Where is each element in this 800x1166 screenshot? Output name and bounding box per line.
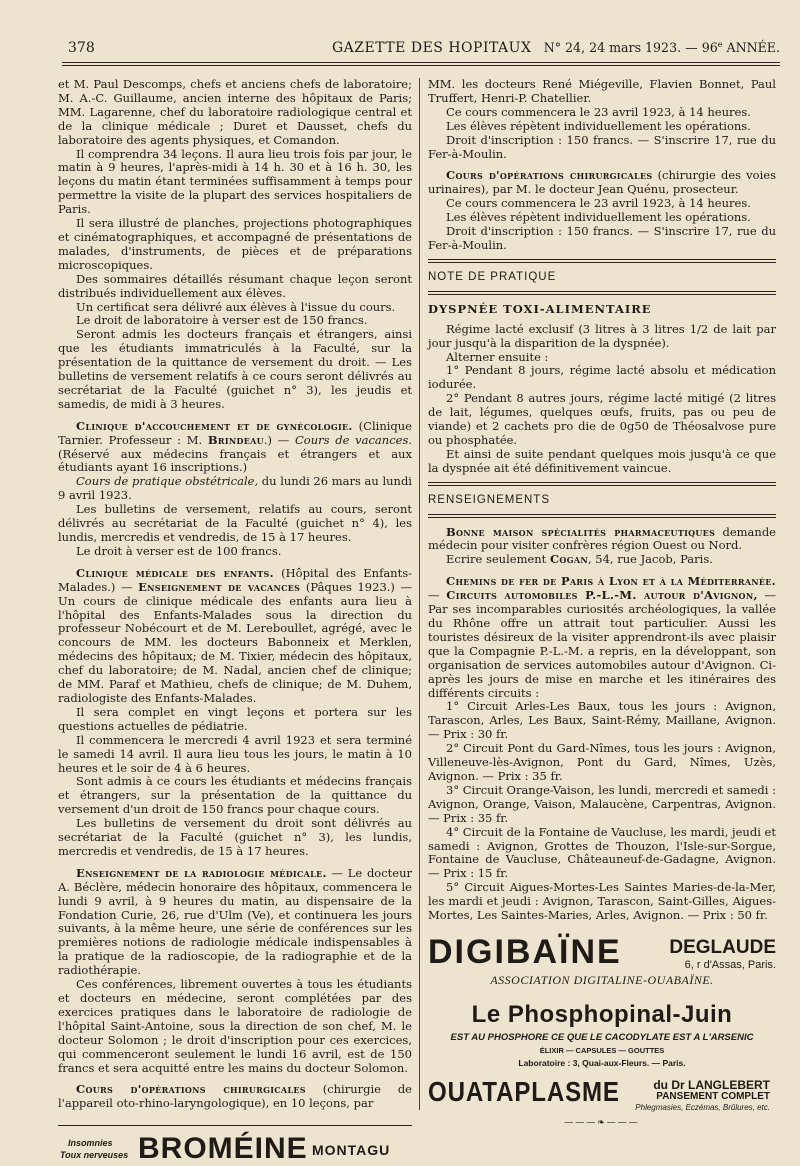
paragraph: Droit d'inscription : 150 francs. — S'inscrire 17, rue du Fer-à-Moulin. xyxy=(428,132,776,161)
paragraph: Régime lacté exclusif (3 litres à 3 litres 1/2 de lait par jour jusqu'à la disparition de la dyspnée). xyxy=(428,321,776,350)
paragraph xyxy=(58,475,412,503)
text-run: Circuits automobiles P.-L.-M. autour d'Avignon, xyxy=(446,588,758,603)
circuit-item: 4° Circuit de la Fontaine de Vaucluse, les mardi, jeudi et samedi : Avignon, Grottes de Thouzon, l'Isle-sur-Sorgue, Fontaine de Vaucluse, Châteauneuf-de-Gadagne, Avignon. — Prix : 15 fr. xyxy=(428,824,776,881)
page-header xyxy=(62,36,780,70)
text-run: — Par ses incomparables curiosités archéologiques, la vallée du Rhône offre un attrait tout particulier. Aussi les touristes désireux de la visiter apprendront-ils avec plaisir que la Compagnie P.-L.-M. a repris, en la développant, son organisation de services automobiles autour d'Avignon. Ci-après les jours de mise en marche et les itinéraires des différents circuits : xyxy=(428,588,777,700)
text-run: (Réservé aux médecins français et étrangers et aux étudiants ayant 16 inscriptions.) xyxy=(58,446,412,475)
digibaine-association: ASSOCIATION DIGITALINE-OUABAÏNE. xyxy=(490,972,714,987)
digibaine-maker: DEGLAUDE xyxy=(669,936,776,958)
column-divider xyxy=(419,78,420,1110)
paragraph: Les bulletins de versement du droit sont délivrés au secrétariat de la Faculté (guichet n° 3), les lundis, mercredis et vendredis, de 15 à 17 heures. xyxy=(58,816,412,858)
text-run: du lundi 26 mars au lundi 9 avril 1923. xyxy=(58,474,412,503)
section-heading: Clinique médicale des enfants. xyxy=(76,565,274,580)
digibaine-address: 6, r d'Assas, Paris. xyxy=(684,958,776,971)
paragraph: 2° Pendant 8 autres jours, régime lacté mitigé (2 litres de lait, légumes, quelques œufs, fruits, pas ou peu de viande) et 2 cachets pro die de 0g50 de Théosalvose pure ou phosphatée. xyxy=(428,391,776,447)
issue-line xyxy=(544,40,780,55)
notice-pharma xyxy=(428,526,776,554)
section-rule xyxy=(428,482,776,486)
right-column xyxy=(428,78,776,1133)
issue-text: N° 24, 24 mars 1923. — 96 xyxy=(543,40,718,56)
advert-ouataplasme xyxy=(428,1076,776,1116)
left-column xyxy=(58,77,413,1166)
notice-plm xyxy=(428,575,776,700)
text-run: (chirurgie de l'appareil oto-rhino-laryngologique), en 10 leçons, par xyxy=(58,1082,412,1111)
section-rule xyxy=(428,259,776,263)
phosphopinal-brand: Le Phosphopinal-Juin xyxy=(471,1000,733,1028)
paragraph: Alterner ensuite : xyxy=(446,349,549,364)
paragraph: Sont admis à ce cours les étudiants et médecins français et étrangers, sur la présentation de la quittance du versement d'un droit de 150 francs pour chaque cours. xyxy=(58,774,412,817)
circuit-item: 5° Circuit Aigues-Mortes-Les Saintes Maries-de-la-Mer, les mardi et jeudi : Avignon, Tarascon, Saint-Gilles, Aigues-Mortes, Les Saintes-Maries, Arles, Avignon. — Prix : 50 fr. xyxy=(428,880,776,923)
header-rule-bottom xyxy=(62,65,780,66)
section-operations-urinaires xyxy=(428,169,776,197)
section-accouchement xyxy=(58,420,412,476)
text-run: Ecrire seulement xyxy=(446,552,550,567)
section-rule xyxy=(428,291,776,295)
circuit-item: 2° Circuit Pont du Gard-Nîmes, tous les jours : Avignon, Villeneuve-lès-Avignon, Pont du Gard, Nîmes, Uzès, Avignon. — Prix : 35 fr. xyxy=(428,741,776,783)
professor-name: Brindeau xyxy=(207,432,264,447)
notice-heading: Bonne maison spécialités pharmaceutiques xyxy=(446,524,716,539)
text-run: (Clinique Tarnier. Professeur : M. xyxy=(58,418,412,447)
text-run: (Pâques 1923.) — Un cours de clinique médicale des enfants aura lieu à l'hôpital des Enfants-Malades sous la direction du professeur Nobécourt et de M. Lereboullet, agrégé, avec le concours de MM. les docteurs Babonneix et Merklen, médecins des hôpitaux; de M. Tixier, médecin des hôpitaux, chef du laboratoire; de M. Nadal, ancien chef de clinique; de MM. Paraf et Mathieu, chefs de clinique; de M. Duhem, radiologiste des Enfants-Malades. xyxy=(58,579,412,705)
section-heading: Clinique d'accouchement et de gynécologie. xyxy=(76,418,353,433)
note-subtitle: DYSPNÉE TOXI-ALIMENTAIRE xyxy=(428,301,652,316)
paragraph: Ces conférences, librement ouvertes à tous les étudiants et docteurs en médecine, seront complétées par des exercices pratiques dans le laboratoire de radiologie de l'hôpital Saint-Antoine, sous la direction de son chef, M. le docteur Solomon ; le droit d'inscription pour ces exercices, qui commenceront seulement le lundi 16 avril, est de 150 francs et sera acquitté entre les mains du docteur Solomon. xyxy=(58,977,412,1075)
section-rule xyxy=(428,514,776,518)
renseignements-title: RENSEIGNEMENTS xyxy=(428,493,550,506)
paragraph: Il sera complet en vingt leçons et portera sur les questions actuelles de pédiatrie. xyxy=(58,704,412,733)
text-run: Cours de pratique obstétricale, xyxy=(76,474,259,489)
circuit-item: 1° Circuit Arles-Les Baux, tous les jours : Avignon, Tarascon, Arles, Les Baux, Saint-Rémy, Maillane, Avignon. — Prix : 30 fr. xyxy=(428,699,776,742)
paragraph xyxy=(428,553,776,567)
paragraph: Et ainsi de suite pendant quelques mois jusqu'à ce que la dyspnée ait été définitivement vaincue. xyxy=(428,446,776,475)
text-run: (chirurgie des voies urinaires), par M. le docteur Jean Quénu, prosecteur. xyxy=(428,168,776,197)
fleuron-ornament: ———❧——— xyxy=(564,1117,640,1128)
paragraph: Ce cours commencera le 23 avril 1923, à 14 heures. xyxy=(446,104,751,119)
circuit-item: 3° Circuit Orange-Vaison, les lundi, mercredi et samedi : Avignon, Orange, Vaison, Malaucène, Carpentras, Avignon. — Prix : 35 fr. xyxy=(428,782,776,825)
paragraph: Un certificat sera délivré aux élèves à l'issue du cours. xyxy=(76,299,396,314)
paragraph: 1° Pendant 8 jours, régime lacté absolu et médication iodurée. xyxy=(428,363,776,392)
text-run: — Le docteur A. Béclère, médecin honoraire des hôpitaux, commencera le lundi 9 avril, à 9 heures du matin, au dispensaire de la Fondation Curie, 26, rue d'Ulm (Ve), et continuera les jours suivants, à la même heure, une série de conférences sur les premières notions de radiologie médicale indispensables à la pratique de la radioscopie, de la radiographie et de la radiothérapie. xyxy=(58,865,412,978)
section-heading: Cours d'opérations chirurgicales xyxy=(76,1082,306,1097)
bromeine-indication: Insomnies xyxy=(68,1138,113,1149)
text-run: demande médecin pour visiter confrères région Ouest ou Nord. xyxy=(428,524,776,553)
advert-digibaine xyxy=(428,932,776,987)
header-rule-top xyxy=(62,62,780,63)
ouataplasme-subtitle: PANSEMENT COMPLET xyxy=(656,1090,770,1102)
issue-year: ANNÉE. xyxy=(726,40,780,56)
section-heading: Cours d'opérations chirurgicales xyxy=(446,168,653,183)
section-radiologie xyxy=(58,867,412,978)
paragraph: et M. Paul Descomps, chefs et anciens chefs de laboratoire; M. A.-C. Guillaume, ancien interne des hôpitaux de Paris; MM. Lagarenne, chef du laboratoire radiologique central et de la clinique médicale ; Duret et Dausset, chefs du laboratoire des agents physiques, et Comandon. xyxy=(58,77,412,147)
running-title: GAZETTE DES HOPITAUX xyxy=(332,40,532,56)
text-run: (Hôpital des Enfants-Malades.) — xyxy=(58,565,412,594)
text-run: Enseignement de vacances xyxy=(138,579,301,594)
text-run: , 54, rue Jacob, Paris. xyxy=(587,552,713,567)
issue-superscript: e xyxy=(717,40,723,49)
section-operations xyxy=(58,1083,412,1111)
ouataplasme-uses: Phlegmasies, Eczémas, Brûlures, etc. xyxy=(635,1102,770,1112)
paragraph: Les bulletins de versement, relatifs au cours, seront délivrés au secrétariat de la Faculté (guichet n° 4), les lundis, mercredis et vendredis, de 15 à 17 heures. xyxy=(58,502,412,544)
paragraph: Les élèves répètent individuellement les opérations. xyxy=(446,210,751,225)
phosphopinal-tagline: EST AU PHOSPHORE CE QUE LE CACODYLATE EST A L'ARSENIC xyxy=(450,1031,754,1043)
section-heading: Enseignement de la radiologie médicale. xyxy=(76,865,327,880)
paragraph: Il sera illustré de planches, projections photographiques et cinématographiques, et accompagné de présentations de malades, d'instruments, de pièces et de préparations microscopiques. xyxy=(58,216,412,272)
text-run: .) — xyxy=(263,432,295,447)
paragraph: Le droit de laboratoire à verser est de 150 francs. xyxy=(76,313,368,328)
paragraph: Il comprendra 34 leçons. Il aura lieu trois fois par jour, le matin à 9 heures, l'après-midi à 14 h. 30 et à 16 h. 30, les leçons du matin étant terminées suffisamment à temps pour permettre la visite de la plupart des services hospitaliers de Paris. xyxy=(58,146,412,217)
contact-name: Cogan xyxy=(549,552,588,567)
paragraph: Ce cours commencera le 23 avril 1923, à 14 heures. xyxy=(446,196,751,211)
paragraph: Les élèves répètent individuellement les opérations. xyxy=(446,118,751,133)
bromeine-indication: Toux nerveuses xyxy=(60,1150,129,1161)
bromeine-maker: MONTAGU xyxy=(312,1142,391,1159)
advert-bromeine xyxy=(58,1125,412,1166)
advert-phosphopinal xyxy=(428,1001,776,1068)
section-enfants xyxy=(58,567,412,706)
bromeine-brand: BROMÉINE xyxy=(138,1132,308,1166)
note-title: NOTE DE PRATIQUE xyxy=(428,270,557,283)
text-run: — xyxy=(428,588,447,603)
phosphopinal-laboratory: Laboratoire : 3, Quai-aux-Fleurs. — Paris. xyxy=(518,1057,686,1068)
text-run: Cours de vacances. xyxy=(295,432,413,447)
digibaine-brand: DIGIBAÏNE xyxy=(428,932,622,971)
paragraph: Des sommaires détaillés résumant chaque leçon seront distribués individuellement aux élèves. xyxy=(58,271,412,300)
phosphopinal-forms: ÉLIXIR — CAPSULES — GOUTTES xyxy=(539,1045,665,1055)
ouataplasme-brand: OUATAPLASME xyxy=(428,1075,620,1107)
paragraph: Seront admis les docteurs français et étrangers, ainsi que les étudiants immatriculés à la Faculté, sur la présentation de la quittance de versement du droit. — Les bulletins de versement relatifs à ce cours seront délivrés au secrétariat de la Faculté (guichet n° 3), les jeudis et samedis, de midi à 3 heures. xyxy=(58,327,412,411)
paragraph: Il commencera le mercredi 4 avril 1923 et sera terminé le samedi 14 avril. Il aura lieu tous les jours, le matin à 10 heures et le soir de 4 à 6 heures. xyxy=(58,732,412,775)
ouataplasme-maker: du Dr LANGLEBERT xyxy=(653,1077,770,1092)
paragraph: Le droit à verser est de 100 francs. xyxy=(76,543,282,558)
paragraph: Droit d'inscription : 150 francs. — S'inscrire 17, rue du Fer-à-Moulin. xyxy=(428,224,776,252)
page-number: 378 xyxy=(68,40,95,56)
notice-heading: Chemins de fer de Paris à Lyon et à la Méditerranée. xyxy=(446,574,776,589)
paragraph: MM. les docteurs René Miégeville, Flavien Bonnet, Paul Truffert, Henri-P. Chatellier. xyxy=(428,77,776,105)
